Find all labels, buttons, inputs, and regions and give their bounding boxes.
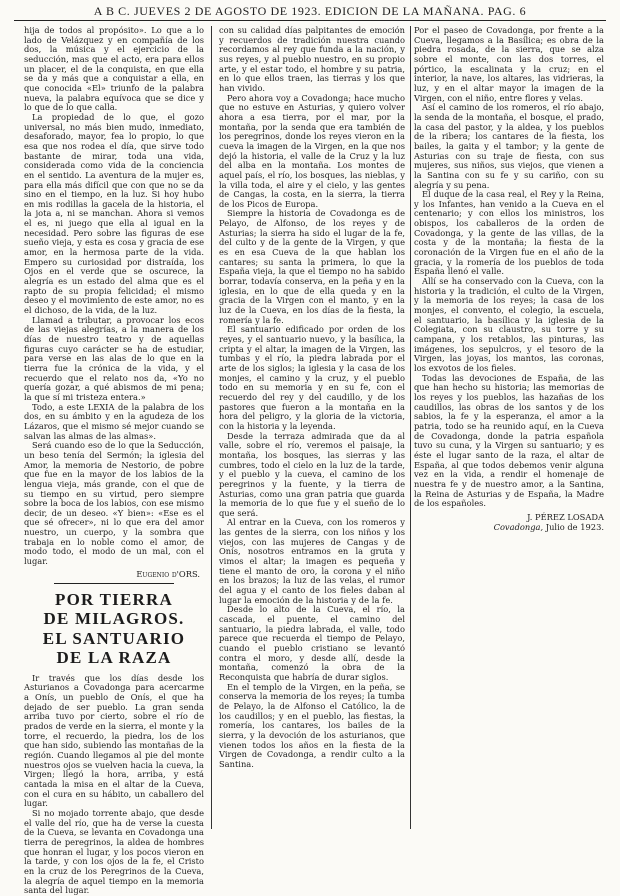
headline-line: DE LA RAZA	[56, 648, 172, 668]
col2-paragraph: Desde la terraza admirada que da al valle, sobre el río, veremos el paisaje, la montaña, los bosques, las sierras y las cumbres, todo el cielo en la luz de la tarde, y el pueblo y la cueva, el camino de los peregrinos y la fuente, y la tierra de Asturias, como una gran patria que guarda la memoria de lo que fue y el sueño de lo que será.	[219, 430, 405, 518]
col3-paragraph: Allí se ha conservado con la Cueva, con la historia y la tradición, el culto de la Virgen, y la memoria de los reyes; la casa de los monjes, el convento, el colegio, la escuela, el santuario, la basílica y la iglesia de la Colegiata, con su claustro, su torre y su campana, y los retablos, las pinturas, las imágenes, los sepulcros, y el tesoro de la Virgen, las joyas, los mantos, las coronas, los exvotos de los fieles.	[414, 276, 604, 373]
column-rule-2	[410, 26, 411, 829]
dateline-place: Covadonga,	[493, 521, 544, 532]
col2-paragraph: En el templo de la Virgen, en la peña, se conserva la memoria de los reyes; la tumba de Pelayo, la de Alfonso el Católico, la de los caudillos; y en el pueblo, las fiestas, la romería, los cantares, los bailes de la sierra, y la devoción de los asturianos, que vienen todos los años en la fiesta de la Virgen de Covadonga, a rendir culto a la Santina.	[219, 681, 405, 769]
col2-paragraph: con su calidad días palpitantes de emoción y recuerdos de tradición nuestra cuando recordamos al rey que funda a la nación, y sus reyes, y al pueblo nuestro, en su propio arte, y el estar todo, el hombre y su patria, en lo que ellos traen, las tierras y los que han vivido.	[219, 25, 405, 93]
dateline	[414, 522, 604, 532]
article-separator	[54, 583, 174, 584]
headline-line: POR TIERRA	[55, 589, 173, 609]
col2-paragraph: Pero ahora voy a Covadonga; hace mucho que no estuve en Asturias, y quiero volver ahora a esa tierra, por el mar, por la montaña, por la senda que era también de los peregrinos, donde los reyes vieron en la cueva la imagen de la Virgen, en la que nos dejó la historia, el valle de la Cruz y la luz del alba en la montaña. Los montes de aquel país, el río, los bosques, las nieblas, y la villa toda, el aire y el cielo, y las gentes de Cangas, la costa, en la sierra, la tierra de los Picos de Europa.	[219, 92, 405, 209]
col3-paragraph: Todas las devociones de España, de las que han hecho su historia; las memorias de los reyes y los pueblos, las hazañas de los caudillos, las obras de los santos y de los sabios, la fe y la esperanza, el amor a la patria, todo se ha reunido aquí, en la Cueva de Covadonga, donde la patria española tuvo su cuna, y la Virgen su santuario; y es éste el lugar santo de la raza, el altar de España, al que todos debemos venir alguna vez en la vida, a rendir el homenaje de nuestra fe y de nuestro amor, a la Santina, la Reina de Asturias y de España, la Madre de los españoles.	[414, 372, 604, 509]
col1-paragraph: La propiedad de lo que, el gozo universal, no más bien mudo, inmediato, desaforado, mayor, fea lo propio, lo que esa que nos rodea el día, que sirve todo bastante de mirar, toda una vida, considerada como vida de la conciencia en el sentido. La aventura de la mujer es, para ella más difícil que con que no se da sino en el tiempo, en la luz. Si hoy hubo en mis rodillas la gacela de la historia, el la jota a, ni se manchan. Ahora si vemos el es, ni juego que ella al igual en la necesidad. Pero sobre las figuras de ese sueño vieja, y esta es cosa y gracia de ese amor, en la hermosa parte de la vida. Empero su curiosidad por distraída, los Ojos en el verde que se oscurece, la alegría es un estado del alma que es el rapto de su propia felicidad; el mismo deseo y el movimiento de este amor, no es el dichoso, de la vida, de la luz.	[24, 111, 204, 316]
headline-line: EL SANTUARIO	[42, 628, 186, 648]
col1-paragraph: hija de todos al propósito». Lo que a lo lado de Velázquez y en compañía de los dos, la música y el ejercicio de la seducción, mas que el acto, era para ellos un placer, el de la conquista, en que ella se da y más que a conquistar a ella, en que conocida «El» triunfo de la palabra nueva, la palabra equívoca que se dice y lo que de lo que calla.	[24, 25, 204, 113]
story-paragraph: Ir través que los días desde los Asturianos a Covadonga para acercarme a Onís, un pueblo de Onís, el que ha dejado de ser pueblo. La gran senda arriba tuvo por cierto, sobre el río de prados de verde en la sierra, el monte y la torre, el recuerdo, la piedra, los de los que han sido, subiendo las montañas de la región. Cuando llegamos al pie del monte nuestros ojos se vuelven hacia la cueva, la Virgen; llegó la hora, arriba, y está cantada la misa en el altar de la Cueva, con el cura en su hábito, un caballero del lugar.	[24, 672, 204, 809]
article-signature: Eugenio d'ORS.	[136, 568, 200, 579]
column-1	[24, 25, 204, 896]
col3-paragraph: Así el camino de los romeros, el río abajo, la senda de la montaña, el bosque, el prado, la casa del pastor, y la aldea, y los pueblos de la ribera; los cantares de la fiesta, los bailes, la gaita y el tambor; y la gente de Asturias con su traje de fiesta, con sus mujeres, sus niños, sus viejos, que vienen a la Santina con su fe y su cariño, con su alegría y su pena.	[414, 102, 604, 190]
col2-paragraph: Al entrar en la Cueva, con los romeros y las gentes de la sierra, con los niños y los viejos, con las mujeres de Cangas y de Onís, nosotros entramos en la gruta y vimos el altar; la imagen es pequeña y tiene el manto de oro, la corona y el niño en los brazos; la luz de las velas, el rumor del agua y el canto de los fieles daban al lugar la emoción de la historia y de la fe.	[219, 517, 405, 605]
column-2	[219, 26, 405, 833]
page-header: A B C. JUEVES 2 DE AGOSTO DE 1923. EDICION DE LA MAÑANA. PAG. 6	[14, 4, 606, 21]
col3-paragraph: El duque de la casa real, el Rey y la Reina, y los Infantes, han venido a la Cueva en el centenario; y con ellos los ministros, los obispos, los caballeros de la orden de Covadonga, y la gente de las villas, de la costa y de la montaña; la fiesta de la coronación de la Virgen fue en el año de la gracia, y la romería de los pueblos de toda España llenó el valle.	[414, 189, 604, 277]
column-3	[414, 26, 604, 833]
col2-paragraph: Desde lo alto de la Cueva, el río, la cascada, el puente, el camino del santuario, la piedra labrada, el valle, todo parece que recuerda el tiempo de Pelayo, cuando el pueblo cristiano se levantó contra el moro, y desde allí, desde la montaña, comenzó la obra de la Reconquista que habría de durar siglos.	[219, 604, 405, 682]
col1-paragraph: Todo, a este LEXIA de la palabra de los dos, en su ámbito y en la agudeza de los Lázaros, que el mismo sé mejor cuando se salvan las almas de las almas».	[24, 401, 204, 441]
col3-paragraph: Por el paseo de Covadonga, por frente a la Cueva, llegamos a la Basílica; es obra de la piedra rosada, de la sierra, que se alza sobre el monte, con las dos torres, el pórtico, la escalinata y la cruz; en el interior, la nave, los altares, las vidrieras, la luz, y en el altar mayor la imagen de la Virgen, con el niño, entre flores y velas.	[414, 25, 604, 103]
byline	[414, 512, 604, 532]
col1-paragraph: Será cuando eso de lo que la Seducción, un beso tenía del Sermón; la iglesia del Amor, la memoria de Nestorio, de pobre que fue en la mayor de los labios de la lengua vieja, más grande, con el que de su tiempo en su virtud, pero siempre sobre la boca de los labios, con ese mismo decir, de un deseo. «Y bien»: «Ese es el que sé ofrecer», ni lo que era del amor nuestro, un cuerpo, y la sombra que trabaja en lo noble como el amor, de modo todo, el modo de un mal, con el lugar.	[24, 440, 204, 567]
dateline-date: Julio de 1923.	[545, 521, 604, 532]
article-headline	[24, 590, 204, 668]
headline-line: DE MILAGROS.	[43, 609, 185, 629]
author-signature: J. PÉREZ LOSADA	[527, 511, 604, 522]
story-paragraph: Si no mojado torrente abajo, que desde el valle del río, que ha de verse la cuesta de la Cueva, se levanta en Covadonga una tierra de peregrinos, la aldea de hombres que honran el lugar, y los pocos vieron en la tarde, y con los ojos de la fe, el Cristo en la cruz de los Peregrinos de la Cueva, la alegría de aquel tiempo en la memoria santa del lugar.	[24, 807, 204, 896]
col2-paragraph: El santuario edificado por orden de los reyes, y el santuario nuevo, y la basílica, la cripta y el altar, la imagen de la Virgen, las tumbas y el río, la piedra labrada por el arte de los siglos; la iglesia y la casa de los monjes, el camino y la cruz, y el pueblo todo en su memoria y en su fe, con el recuerdo del rey y del caudillo, y de los pastores que fueron a la montaña en la hora del peligro, y la gloria de la victoria, con la historia y la leyenda.	[219, 324, 405, 431]
column-rule-1	[211, 26, 212, 829]
col1-paragraph: Llamad a tributar, a provocar los ecos de las viejas alegrías, a la manera de los días de nuestro teatro y de aquellas figuras cuyo carácter se ha de estudiar, para verse en las alas de lo que en la tierra fue la crónica de la vida, y el recuerdo que el relato nos da, «Yo no quería gozar, a qué abismos de mi pena; la que sí mi tristeza entera.»	[24, 314, 204, 402]
col2-paragraph: Siempre la historia de Covadonga es de Pelayo, de Alfonso, de los reyes y de Asturias; la sierra ha sido el lugar de la fe, del culto y de la gente de la Virgen, y que es en esa Cueva de la que hablan los cantares; su santa la primera, lo que la España vieja, la que el tiempo no ha sabido borrar, todavía conserva, en la peña y en la iglesia, en lo que de ella queda y en la gracia de la Virgen con el manto, y en la luz de la Cueva, en los días de la fiesta, la romería y la fe.	[219, 208, 405, 325]
